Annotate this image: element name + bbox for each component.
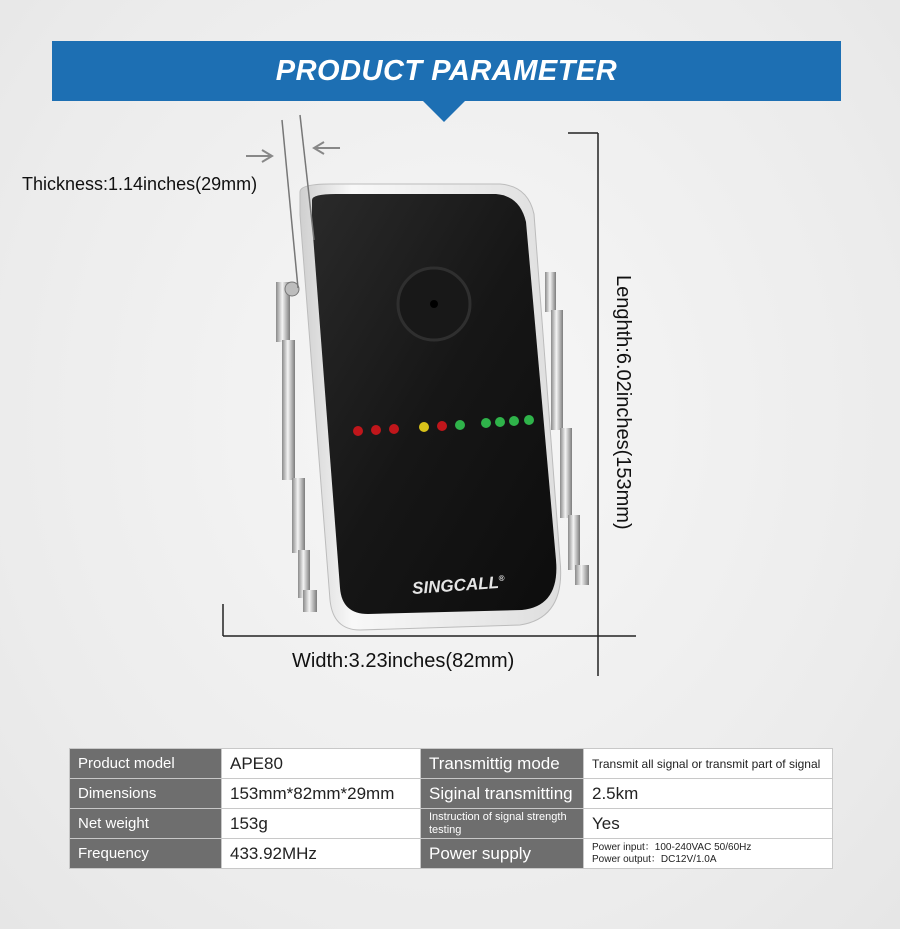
spec-value: APE80 (222, 749, 421, 779)
spec-value: 433.92MHz (222, 839, 421, 869)
spec-label: Net weight (70, 809, 222, 839)
spec-label: Transmittig mode (421, 749, 584, 779)
spec-label: Frequency (70, 839, 222, 869)
spec-value (584, 839, 833, 869)
table-row (70, 749, 833, 779)
thickness-label: Thickness:1.14inches(29mm) (22, 174, 258, 194)
page-title: PRODUCT PARAMETER (275, 55, 618, 87)
table-row (70, 839, 833, 869)
spec-label: Siginal transmitting (421, 779, 584, 809)
length-label: Lenghth:6.02inches(153mm) (612, 275, 634, 530)
brand-logo: SINGCALL® (411, 572, 505, 598)
spec-label: Dimensions (70, 779, 222, 809)
spec-label: Product model (70, 749, 222, 779)
spec-value: Yes (584, 809, 833, 839)
table-row (70, 809, 833, 839)
width-label: Width:3.23inches(82mm) (292, 650, 515, 672)
table-row (70, 779, 833, 809)
spec-value: Transmit all signal or transmit part of signal (584, 749, 833, 779)
power-output-text: Power output：DC12V/1.0A (592, 853, 717, 865)
spec-value: 2.5km (584, 779, 833, 809)
spec-table (69, 748, 833, 869)
spec-label: Power supply (421, 839, 584, 869)
spec-label: Instruction of signal strength testing (421, 809, 584, 839)
spec-value: 153mm*82mm*29mm (222, 779, 421, 809)
power-input-text: Power input：100-240VAC 50/60Hz (592, 841, 752, 853)
spec-value: 153g (222, 809, 421, 839)
device-face (312, 194, 556, 614)
